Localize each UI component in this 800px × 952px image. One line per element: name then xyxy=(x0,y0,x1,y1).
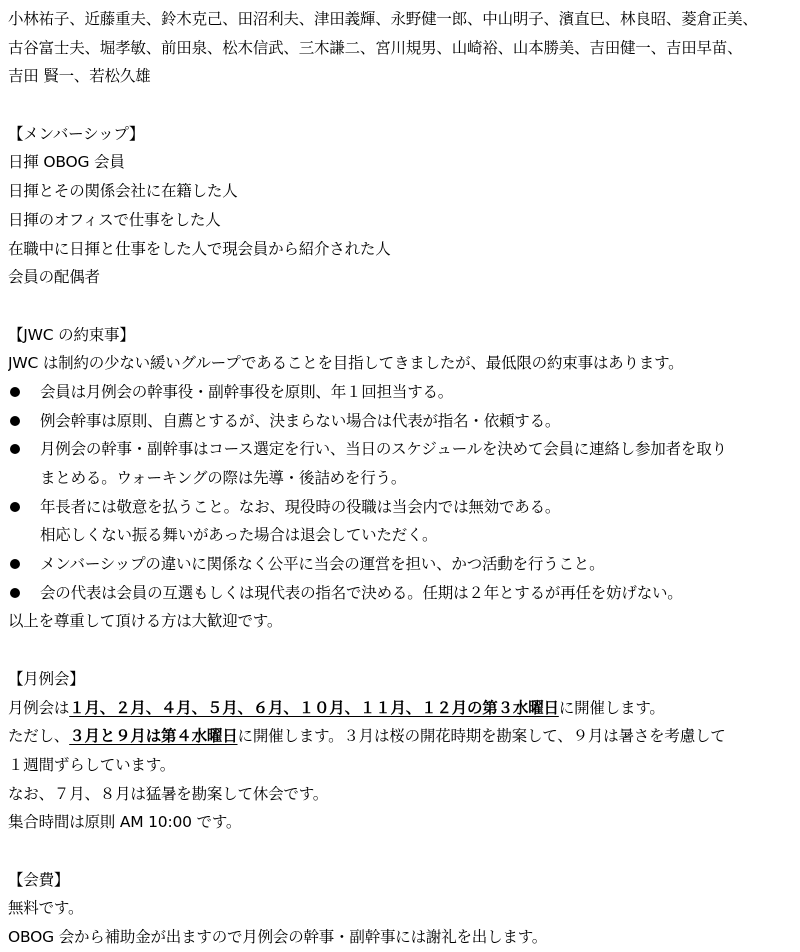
monthly-schedule-line xyxy=(8,694,792,723)
bullet-icon xyxy=(10,387,20,397)
monthly-text: に開催します。３月は桜の開花時期を勘案して、９月は暑さを考慮して xyxy=(237,727,726,746)
fee-section xyxy=(8,866,792,952)
bullet-icon xyxy=(10,502,20,512)
spacer xyxy=(8,837,792,866)
rule-item-continuation xyxy=(8,521,792,550)
monthly-exception-emphasis: ３月と９月は第４水曜日 xyxy=(69,727,238,746)
bullet-icon xyxy=(10,416,20,426)
fee-text-line: 無料です。 xyxy=(8,899,84,918)
rule-text: 年長者には敬意を払うこと。なお、現役時の役職は当会内では無効である。 xyxy=(40,497,561,516)
spacer xyxy=(8,292,792,321)
fee-text-line: OBOG 会から補助金が出ますので月例会の幹事・副幹事には謝礼を出します。 xyxy=(8,928,548,946)
rules-intro: JWC は制約の少ない緩いグループであることを目指してきましたが、最低限の約束事はあります。 xyxy=(8,354,684,373)
rule-text: メンバーシップの違いに関係なく公平に当会の運営を担い、かつ活動を行うこと。 xyxy=(40,555,605,574)
membership-item: 日揮とその関係会社に在籍した人 xyxy=(8,182,238,201)
rule-item xyxy=(8,435,792,464)
monthly-text: に開催します。 xyxy=(558,698,665,717)
membership-section xyxy=(8,120,792,292)
fee-heading: 【会費】 xyxy=(8,870,70,889)
member-list-line: 小林祐子、近藤重夫、鈴木克己、田沼利夫、津田義輝、永野健一郎、中山明子、濱直巳、林良昭、菱倉正美、 xyxy=(8,10,758,28)
rule-item xyxy=(8,550,792,579)
rule-item xyxy=(8,493,792,522)
bullet-icon xyxy=(10,588,20,598)
rule-text: 会の代表は会員の互選もしくは現代表の指名で決める。任期は２年とするが再任を妨げない。 xyxy=(40,583,683,602)
membership-item: 日揮のオフィスで仕事をした人 xyxy=(8,210,221,229)
rules-section xyxy=(8,321,792,637)
rule-item xyxy=(8,378,792,407)
monthly-text-line: なお、７月、８月は猛暑を勘案して休会です。 xyxy=(8,784,329,803)
spacer xyxy=(8,636,792,665)
rule-text: 例会幹事は原則、自薦とするが、決まらない場合は代表が指名・依頼する。 xyxy=(40,411,561,430)
membership-heading: 【メンバーシップ】 xyxy=(8,124,145,143)
bullet-icon xyxy=(10,559,20,569)
rule-item xyxy=(8,579,792,608)
member-list-line: 吉田 賢一、若松久雄 xyxy=(8,67,151,86)
membership-item: 会員の配偶者 xyxy=(8,268,100,287)
rule-item-continuation xyxy=(8,464,792,493)
monthly-text-line: １週間ずらしています。 xyxy=(8,755,176,774)
monthly-heading: 【月例会】 xyxy=(8,669,85,688)
rule-text: 相応しくない振る舞いがあった場合は退会していただく。 xyxy=(40,526,438,545)
rules-heading: 【JWC の約束事】 xyxy=(8,325,135,344)
member-list-line: 古谷富士夫、堀孝敏、前田泉、松木信武、三木謙二、宮川規男、山崎裕、山本勝美、吉田健一、吉田早苗、 xyxy=(8,38,743,57)
bullet-icon xyxy=(10,444,20,454)
monthly-text: 月例会は xyxy=(8,698,70,717)
rule-text: 会員は月例会の幹事役・副幹事役を原則、年１回担当する。 xyxy=(40,382,454,401)
rule-text: まとめる。ウォーキングの際は先導・後詰めを行う。 xyxy=(40,469,407,487)
monthly-dates-emphasis: １月、２月、４月、５月、６月、１０月、１１月、１２月の第３水曜日 xyxy=(69,698,559,717)
membership-item: 在職中に日揮と仕事をした人で現会員から紹介された人 xyxy=(8,239,391,258)
membership-item: 日揮 OBOG 会員 xyxy=(8,153,125,172)
rule-item xyxy=(8,407,792,436)
monthly-exception-line xyxy=(8,722,792,751)
monthly-text: ただし、 xyxy=(8,727,70,746)
rules-closing: 以上を尊重して頂ける方は大歓迎です。 xyxy=(8,612,283,631)
monthly-time-line: 集合時間は原則 AM 10:00 です。 xyxy=(8,813,242,832)
monthly-meeting-section xyxy=(8,665,792,837)
spacer xyxy=(8,91,792,120)
rule-text: 月例会の幹事・副幹事はコース選定を行い、当日のスケジュールを決めて会員に連絡し参加者を取り xyxy=(40,440,727,459)
member-list-section xyxy=(8,5,792,91)
